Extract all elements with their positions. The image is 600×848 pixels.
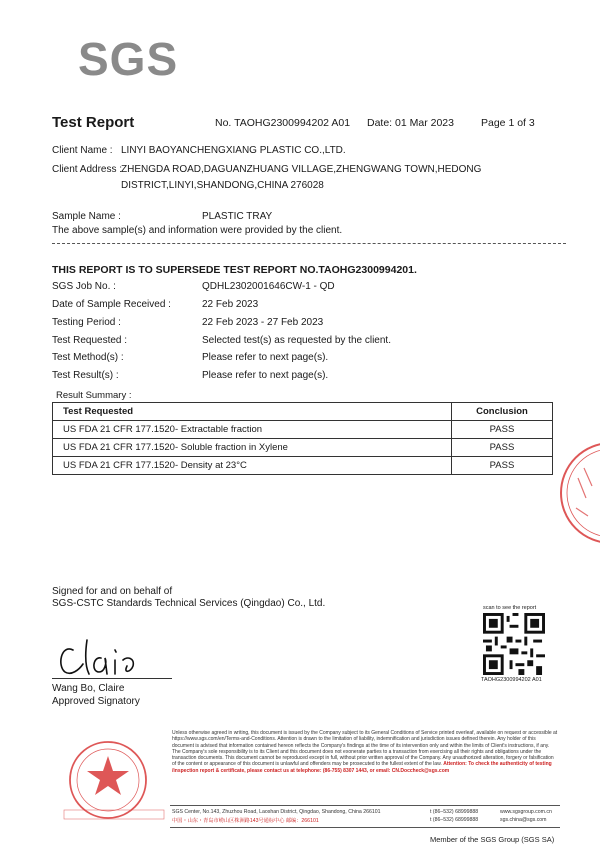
signed-for-text: Signed for and on behalf of (52, 586, 173, 597)
client-address-label: Client Address : (52, 164, 123, 175)
test-name-cell: US FDA 21 CFR 177.1520- Soluble fraction in Xylene (53, 439, 452, 457)
dashed-divider (52, 243, 566, 244)
date-received-label: Date of Sample Received : (52, 299, 171, 310)
job-no-value: QDHL2302001646CW-1 - QD (202, 281, 335, 292)
test-results-label: Test Result(s) : (52, 370, 119, 381)
testing-period-label: Testing Period : (52, 317, 121, 328)
table-row (53, 421, 553, 439)
sample-note: The above sample(s) and information were provided by the client. (52, 225, 343, 236)
footer-divider-bottom (170, 827, 560, 828)
test-name-cell: US FDA 21 CFR 177.1520- Extractable fraction (53, 421, 452, 439)
sample-name-label: Sample Name : (52, 211, 121, 222)
website[interactable]: www.sgsgroup.com.cn (500, 809, 552, 815)
client-address-line-1: ZHENGDA ROAD,DAGUANZHUANG VILLAGE,ZHENGWANG TOWN,HEDONG (121, 164, 482, 175)
conclusion-cell: PASS (452, 439, 553, 457)
signing-company: SGS-CSTC Standards Technical Services (Qingdao) Co., Ltd. (52, 598, 326, 609)
client-name-label: Client Name : (52, 145, 113, 156)
phone-2: t (86–532) 68999888 (430, 817, 479, 823)
handwritten-signature (55, 636, 145, 680)
address-cn: 中国・山东・青岛市崂山区株洲路143号通标中心 邮编：266101 (172, 818, 319, 824)
phone-1: t (86–532) 68999888 (430, 809, 479, 815)
testing-period-value: 22 Feb 2023 - 27 Feb 2023 (202, 317, 324, 328)
table-row (53, 457, 553, 475)
qr-caption-top: scan to see the report (483, 605, 537, 611)
conclusion-cell: PASS (452, 457, 553, 475)
signature-line (52, 678, 172, 679)
supersede-notice: THIS REPORT IS TO SUPERSEDE TEST REPORT NO.TAOHG2300994201. (52, 264, 417, 276)
footer-terms (172, 730, 558, 774)
test-results-value: Please refer to next page(s). (202, 370, 329, 381)
date-received-value: 22 Feb 2023 (202, 299, 259, 310)
test-name-cell: US FDA 21 CFR 177.1520- Density at 23°C (53, 457, 452, 475)
email[interactable]: sgs.china@sgs.com (500, 817, 547, 823)
report-date: Date: 01 Mar 2023 (367, 117, 454, 129)
client-address-line-2: DISTRICT,LINYI,SHANDONG,CHINA 276028 (121, 180, 324, 191)
table-header-row (53, 403, 553, 421)
signatory-title: Approved Signatory (52, 696, 140, 707)
qr-caption-bottom: TAOHG2300994202 A01 (481, 677, 542, 683)
header-test-requested: Test Requested (53, 403, 452, 421)
report-number: No. TAOHG2300994202 A01 (215, 117, 351, 129)
result-summary-label: Result Summary : (56, 390, 132, 401)
member-statement: Member of the SGS Group (SGS SA) (430, 835, 555, 844)
signatory-name: Wang Bo, Claire (52, 683, 125, 694)
test-requested-label: Test Requested : (52, 335, 128, 346)
address-en: SGS Center, No.143, Zhuzhou Road, Laoshan District, Qingdao, Shandong, China 266101 (172, 809, 381, 815)
page-number: Page 1 of 3 (481, 117, 535, 129)
result-summary-table (52, 402, 553, 475)
client-name: LINYI BAOYANCHENGXIANG PLASTIC CO.,LTD. (121, 145, 346, 156)
header-conclusion: Conclusion (452, 403, 553, 421)
test-methods-label: Test Method(s) : (52, 352, 124, 363)
sgs-logo: SGS (78, 33, 179, 85)
sample-name: PLASTIC TRAY (202, 211, 273, 222)
job-no-label: SGS Job No. : (52, 281, 116, 292)
footer-attention: Attention: To check the authenticity of testing /inspection report & certificate, please contact us at telephone: (86-755) 8307 1443, or email: CN.Doccheck@sgs.com (172, 761, 552, 774)
company-seal-stamp (58, 736, 166, 826)
report-title: Test Report (52, 114, 135, 131)
conclusion-cell: PASS (452, 421, 553, 439)
test-methods-value: Please refer to next page(s). (202, 352, 329, 363)
approval-stamp-partial (556, 438, 600, 548)
test-requested-value: Selected test(s) as requested by the client. (202, 335, 391, 346)
qr-code-icon[interactable] (483, 613, 545, 675)
table-row (53, 439, 553, 457)
footer-divider-top (170, 805, 560, 806)
footer-terms-text: Unless otherwise agreed in writing, this document is issued by the Company subject to its General Conditions of Service printed overleaf, available on request or accessible at https://www.sgs.com/en/Terms-and-Conditions. Attention is drawn to the limitation of liability, indemnification and jurisdiction issues defined therein. Any holder of this document is advised that information contained hereon reflects the Company's findings at the time of its intervention only and within the limits of Client's instructions, if any. The Company's sole responsibility is to its Client and this document does not exonerate parties to a transaction from exercising all their rights and obligations under the transaction documents. This document cannot be reproduced except in full, without prior written approval of the Company. Any unauthorized alteration, forgery or falsification of the content or appearance of this document is unlawful and offenders may be prosecuted to the fullest extent of the law. (172, 730, 558, 768)
